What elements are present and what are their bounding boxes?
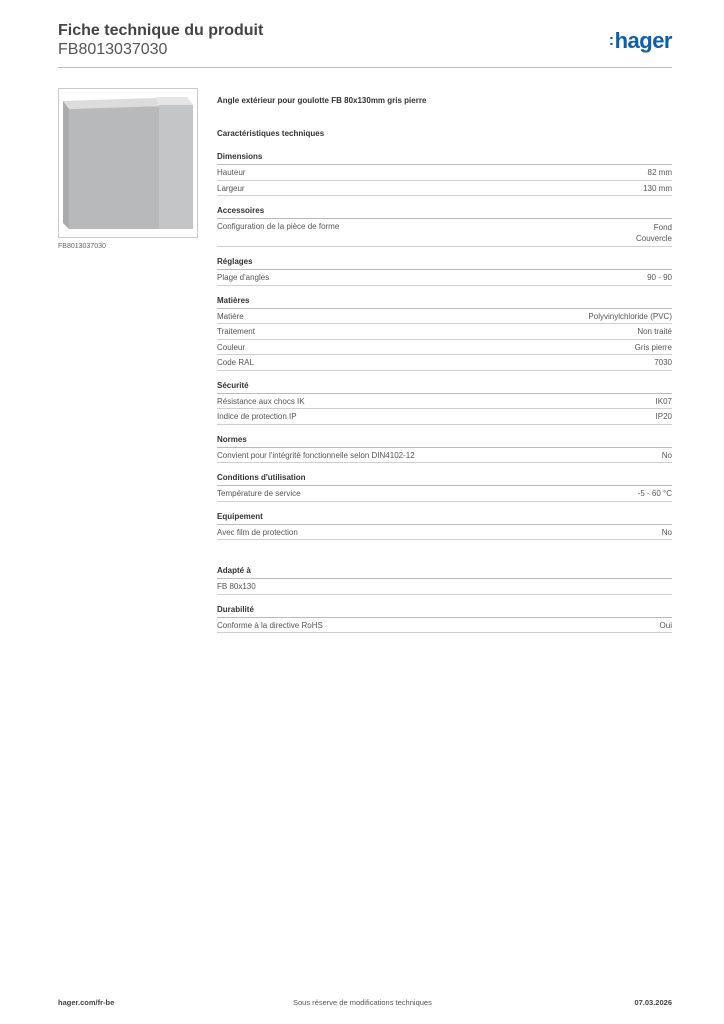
spec-label: Configuration de la pièce de forme bbox=[217, 222, 340, 231]
product-name: Angle extérieur pour goulotte FB 80x130mm gris pierre bbox=[217, 96, 427, 105]
spec-value: IK07 bbox=[655, 396, 672, 406]
spec-sections bbox=[217, 152, 672, 540]
spec-value: No bbox=[661, 450, 672, 460]
section-heading: Normes bbox=[217, 435, 672, 448]
section-heading: Equipement bbox=[217, 512, 672, 525]
specs-heading: Caractéristiques techniques bbox=[217, 129, 325, 138]
spec-value-line: Couvercle bbox=[635, 234, 672, 243]
spec-row bbox=[217, 355, 672, 371]
page-header bbox=[58, 22, 672, 66]
spec-label: Hauteur bbox=[217, 168, 246, 177]
spec-label: FB 80x130 bbox=[217, 582, 256, 591]
spec-label: Couleur bbox=[217, 342, 246, 352]
product-code: FB8013037030 bbox=[58, 41, 168, 58]
logo-dots-icon: : bbox=[608, 32, 614, 49]
spec-value: 130 mm bbox=[643, 183, 672, 193]
spec-section bbox=[217, 512, 672, 541]
spec-label: Résistance aux chocs IK bbox=[217, 396, 305, 406]
spec-section bbox=[217, 296, 672, 371]
spec-row bbox=[217, 486, 672, 502]
spec-value: Oui bbox=[659, 620, 672, 630]
spec-row bbox=[217, 165, 672, 181]
footer-disclaimer: Sous réserve de modifications techniques bbox=[293, 998, 432, 1007]
spec-row bbox=[217, 219, 672, 247]
spec-section bbox=[217, 605, 672, 634]
spec-section bbox=[217, 206, 672, 247]
section-heading: Dimensions bbox=[217, 152, 672, 165]
section-heading: Accessoires bbox=[217, 206, 672, 219]
spec-label: Code RAL bbox=[217, 358, 254, 367]
spec-section bbox=[217, 566, 672, 595]
spec-row bbox=[217, 448, 672, 464]
spec-label: Conforme à la directive RoHS bbox=[217, 620, 323, 630]
section-heading: Matières bbox=[217, 296, 672, 309]
spec-row bbox=[217, 394, 672, 410]
spec-value: Polyvinylchloride (PVC) bbox=[588, 311, 672, 321]
section-heading: Durabilité bbox=[217, 605, 672, 618]
footer-website[interactable]: hager.com/fr-be bbox=[58, 998, 115, 1007]
spec-section bbox=[217, 435, 672, 464]
spec-row bbox=[217, 340, 672, 356]
spec-row bbox=[217, 525, 672, 541]
spec-label: Traitement bbox=[217, 327, 255, 336]
spec-section bbox=[217, 381, 672, 425]
footer-date: 07.03.2026 bbox=[634, 998, 672, 1007]
spec-value: 7030 bbox=[654, 358, 672, 367]
corner-piece-icon bbox=[59, 89, 197, 237]
spec-value: Non traité bbox=[637, 327, 672, 336]
spec-section bbox=[217, 473, 672, 502]
section-heading: Adapté à bbox=[217, 566, 672, 579]
spec-value: No bbox=[661, 527, 672, 537]
spec-label: Matière bbox=[217, 311, 244, 321]
spec-label: Avec film de protection bbox=[217, 527, 298, 537]
spacer bbox=[217, 550, 672, 566]
hager-logo bbox=[609, 28, 672, 54]
spec-value bbox=[636, 222, 672, 244]
product-image bbox=[58, 88, 198, 238]
spec-section bbox=[217, 152, 672, 196]
spec-row bbox=[217, 270, 672, 286]
logo-text: hager bbox=[614, 28, 672, 53]
section-heading: Conditions d'utilisation bbox=[217, 473, 672, 486]
spec-row bbox=[217, 618, 672, 634]
spec-row bbox=[217, 409, 672, 425]
section-heading: Sécurité bbox=[217, 381, 672, 394]
spec-value: Gris pierre bbox=[634, 342, 672, 352]
spec-value-line: Fond bbox=[653, 223, 672, 232]
extra-sections bbox=[217, 566, 672, 633]
spec-value: 90 - 90 bbox=[647, 273, 672, 282]
header-divider bbox=[58, 67, 672, 68]
spec-label: Largeur bbox=[217, 183, 245, 193]
spec-row bbox=[217, 579, 672, 595]
spec-label: Température de service bbox=[217, 489, 301, 498]
spec-label: Plage d'angles bbox=[217, 273, 270, 282]
spec-value: -5 - 60 °C bbox=[637, 489, 672, 498]
spec-value: IP20 bbox=[655, 412, 672, 421]
spec-content bbox=[217, 96, 672, 643]
spec-value: 82 mm bbox=[647, 168, 672, 177]
spec-row bbox=[217, 309, 672, 325]
spec-row bbox=[217, 181, 672, 197]
spec-row bbox=[217, 324, 672, 340]
spec-section bbox=[217, 257, 672, 286]
image-caption: FB8013037030 bbox=[58, 243, 106, 250]
spec-label: Indice de protection IP bbox=[217, 412, 297, 421]
page-title: Fiche technique du produit bbox=[58, 22, 264, 39]
spec-label: Convient pour l'intégrité fonctionnelle selon DIN4102-12 bbox=[217, 450, 415, 460]
section-heading: Réglages bbox=[217, 257, 672, 270]
